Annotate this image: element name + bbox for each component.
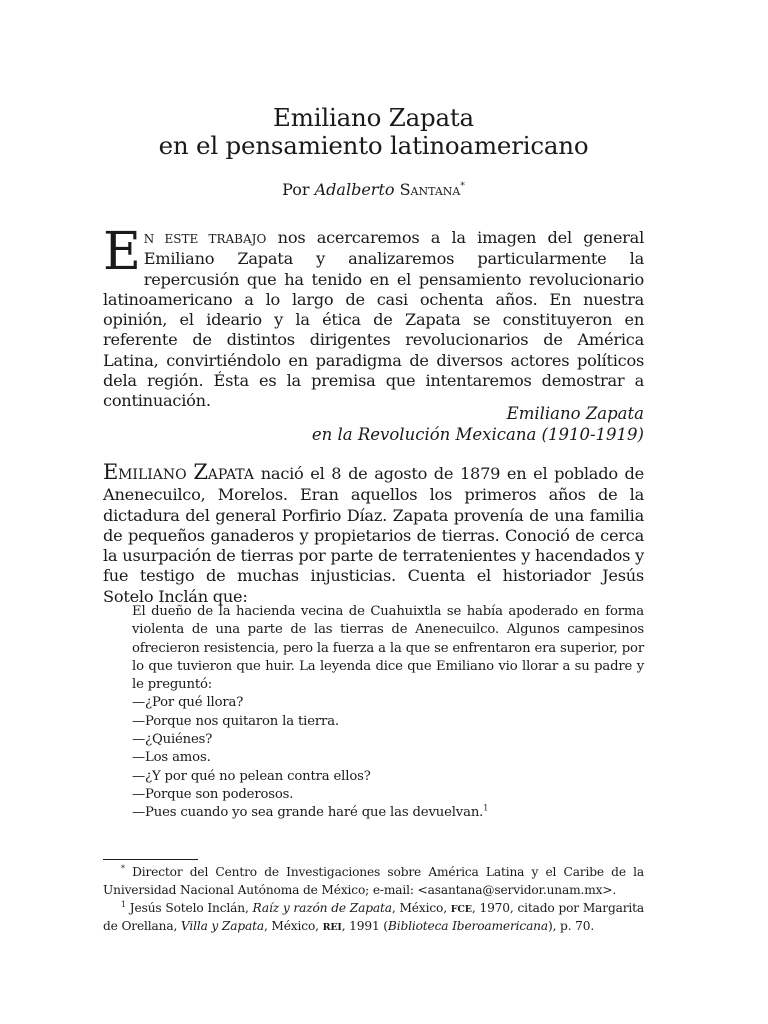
paragraph-small-caps-1: MILIANO <box>118 467 187 483</box>
footnote-1-text: Jesús Sotelo Inclán, <box>125 900 253 915</box>
author-last-name: Santana <box>399 180 461 199</box>
footnote-star <box>103 864 644 900</box>
title-line-1: Emiliano Zapata <box>273 103 474 132</box>
author-first-name: Adalberto <box>314 180 395 199</box>
footnote-1-publisher: REI <box>322 922 342 934</box>
quote-paragraph: El dueño de la hacienda vecina de Cuahuixtla se había apoderado en forma violenta de una parte de las tierras de Anenecuilco. Algunos campesinos ofrecieron resistencia, pero la fuerza a la que se enfrentaron era superior, por lo que tuvieron que huir. La leyenda dice que Emiliano vio llorar a su padre y le preguntó: <box>132 604 644 693</box>
footnote-1-book-title: Villa y Zapata <box>180 919 264 934</box>
block-quote <box>132 603 644 823</box>
paragraph-small-caps-2: APATA <box>207 467 254 483</box>
footnote-1-text: , México, <box>263 919 323 934</box>
footnote-1-text: , México, <box>391 900 451 915</box>
drop-cap: E <box>103 222 141 282</box>
author-prefix: Por <box>282 180 310 199</box>
footnote-ref: 1 <box>483 803 489 813</box>
article-title <box>103 104 644 160</box>
dialogue-line: —Porque son poderosos. <box>132 786 294 802</box>
section-heading-line-2: en la Revolución Mexicana (1910-1919) <box>311 424 644 444</box>
footnotes <box>103 864 644 937</box>
dialogue-line: —¿Por qué llora? <box>132 695 244 711</box>
dialogue-line: —Porque nos quitaron la tierra. <box>132 713 339 729</box>
author-byline <box>103 180 644 200</box>
paragraph-initial-2: Z <box>193 460 208 484</box>
footnote-1-mark: 1 <box>121 899 126 909</box>
footnote-1-publisher: FCE <box>450 903 472 915</box>
dialogue-line-last <box>132 804 644 822</box>
paragraph-initial-1: E <box>103 460 119 484</box>
intro-paragraph <box>103 222 644 412</box>
section-heading <box>103 404 644 445</box>
intro-text: nos acercaremos a la imagen del general Emiliano Zapata y analizaremos particularmente la repercusión que ha tenido en el pensamiento revolucionario latinoamericano a lo largo de casi ochenta años. En nuestra opinión, el ideario y la ética de Zapata se constituyeron en referente de distintos dirigentes revolucionarios de América Latina, convirtiéndolo en paradigma de diversos actores políticos dela región. Ésta es la premisa que intentaremos demostrar a continuación. <box>103 228 644 411</box>
dialogue-line: —Los amos. <box>132 750 211 766</box>
footnote-1-book-title: Raíz y razón de Zapata <box>252 900 392 915</box>
footnote-1-text: ), p. 70. <box>548 919 595 934</box>
dialogue-line: —¿Quiénes? <box>132 732 213 748</box>
footnote-star-mark: * <box>121 863 125 873</box>
footnote-divider <box>103 859 198 860</box>
dialogue-line: —¿Y por qué no pelean contra ellos? <box>132 768 371 784</box>
paragraph-text: nació el 8 de agosto de 1879 en el poblado de Anenecuilco, Morelos. Eran aquellos los primeros años de la dictadura del general Porfirio Díaz. Zapata provenía de una familia de pequeños ganaderos y propietarios de tierras. Conoció de cerca la usurpación de tierras por parte de terratenientes y hacendados y fue testigo de muchas injusticias. Cuenta el historiador Jesús Sotelo Inclán que: <box>103 464 644 606</box>
dialogue-line-text: —Pues cuando yo sea grande haré que las devuelvan. <box>132 805 484 821</box>
footnote-1-text: , 1991 ( <box>341 919 388 934</box>
footnote-1-text: , 1970, citado por Margarita de Orellana, <box>103 900 644 934</box>
body-paragraph <box>103 462 644 607</box>
footnote-1-series-title: Biblioteca Iberoamericana <box>387 919 548 934</box>
footnote-star-text: Director del Centro de Investigaciones sobre América Latina y el Caribe de la Universidad Nacional Autónoma de México; e-mail: <asantana@servidor.unam.mx>. <box>103 865 644 897</box>
intro-lead-small-caps: N ESTE TRABAJO <box>143 232 267 246</box>
section-heading-line-1: Emiliano Zapata <box>506 404 644 423</box>
footnote-1 <box>103 900 644 938</box>
author-footnote-mark: * <box>460 181 465 192</box>
title-line-2: en el pensamiento latinoamericano <box>158 131 589 160</box>
